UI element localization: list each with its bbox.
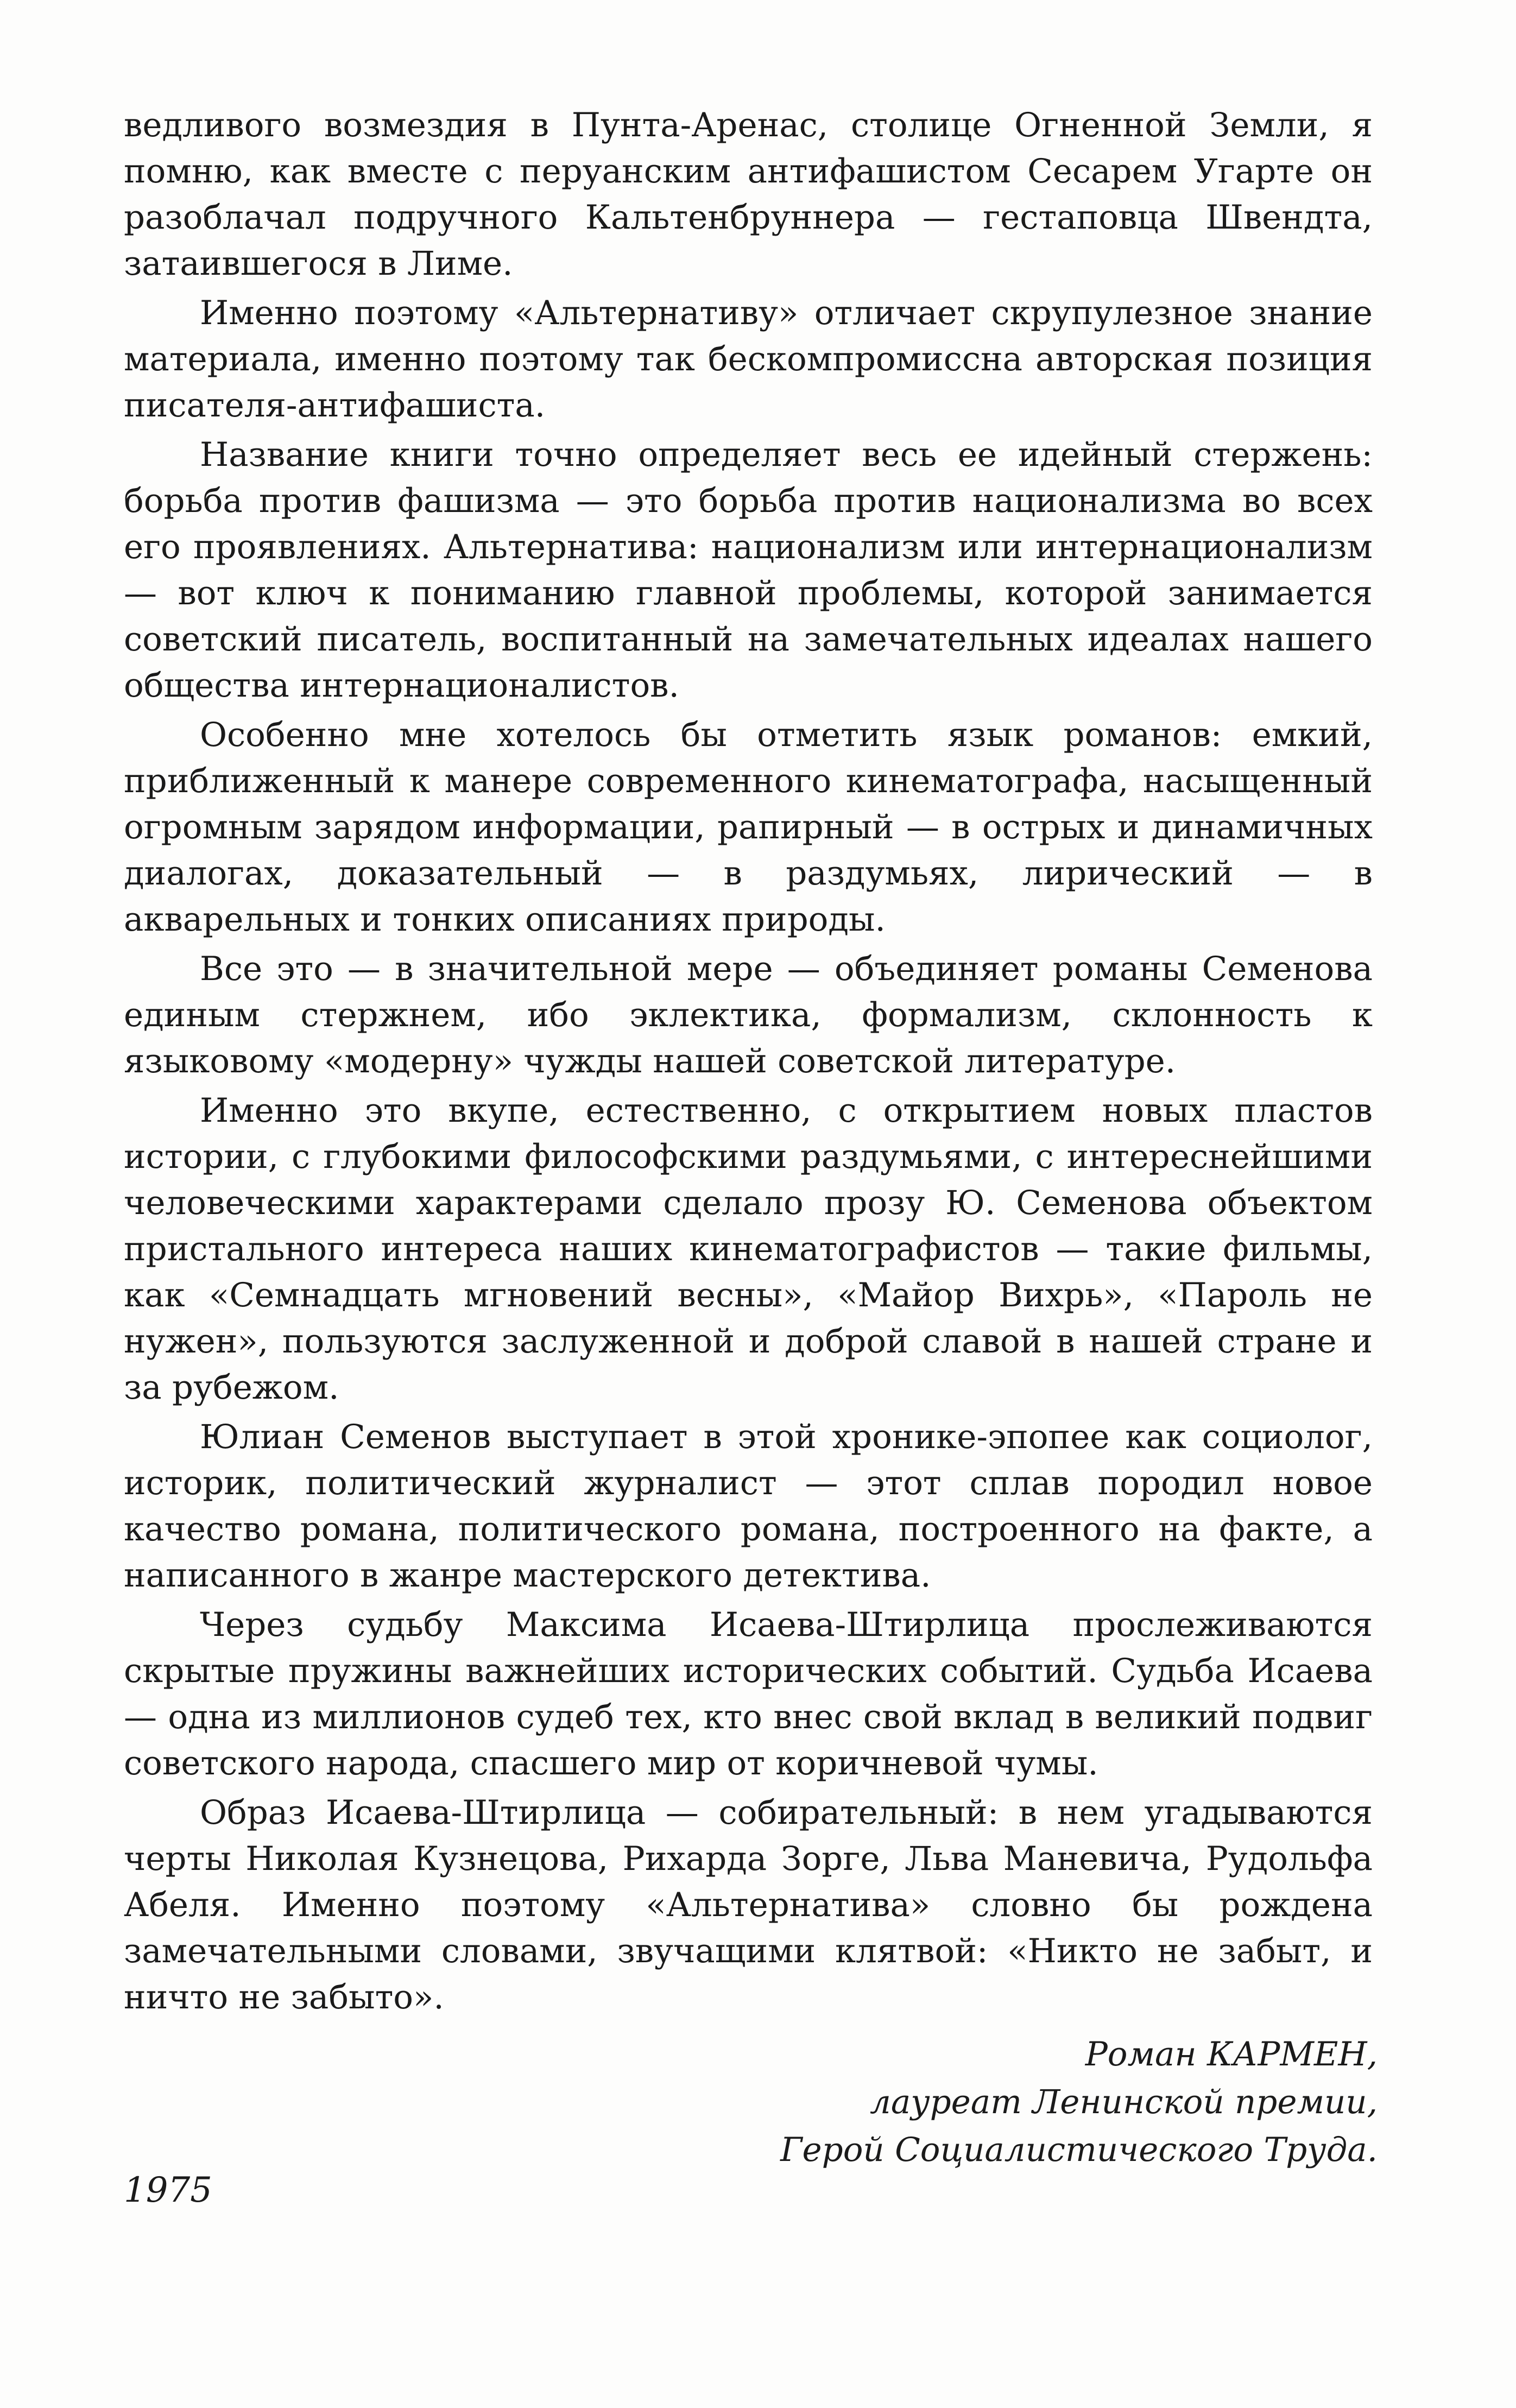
author-title-2: Герой Социалистического Труда.: [780, 2131, 1378, 2169]
main-text: [124, 102, 1373, 2024]
paragraph-9: Образ Исаева-Штирлица — собирательный: в нем угадываются черты Николая Кузнецова, Рихарда Зорге, Льва Маневича, Рудольфа Абеля. Именно поэтому «Альтернатива» словно бы рождена замечательными словами, звучащими клятвой: «Никто не забыт, и ничто не забыто».: [124, 1793, 1373, 2017]
author-signature: [780, 2031, 1378, 2174]
paragraph-6: Именно это вкупе, естественно, с открытием новых пластов истории, с глубокими философскими раздумьями, с интереснейшими человеческими характерами сделало прозу Ю. Семенова объектом пристального интереса наших кинематографистов — такие фильмы, как «Семнадцать мгновений весны», «Майор Вихрь», «Пароль не нужен», пользуются заслуженной и доброй славой в нашей стране и за рубежом.: [124, 1091, 1373, 1407]
paragraph-7: Юлиан Семенов выступает в этой хронике-эпопее как социолог, историк, политический журналист — этот сплав породил новое качество романа, политического романа, построенного на факте, а написанного в жанре мастерского детектива.: [124, 1418, 1373, 1595]
paragraph-1: ведливого возмездия в Пунта-Аренас, столице Огненной Земли, я помню, как вместе с перуанским антифашистом Сесарем Угарте он разоблачал подручного Кальтенбруннера — гестаповца Швендта, затаившегося в Лиме.: [124, 106, 1373, 283]
author-name: Роман КАРМЕН,: [1085, 2035, 1378, 2074]
paragraph-4: Особенно мне хотелось бы отметить язык романов: емкий, приближенный к манере современного кинематографа, насыщенный огромным зарядом информации, рапирный — в острых и динамичных диалогах, доказательный — в раздумьях, лирический — в акварельных и тонких описаниях природы.: [124, 716, 1373, 939]
paragraph-5: Все это — в значительной мере — объединяет романы Семенова единым стержнем, ибо эклектика, формализм, склонность к языковому «модерну» чужды нашей советской литературе.: [124, 950, 1373, 1080]
year: 1975: [124, 2170, 212, 2210]
paragraph-3: Название книги точно определяет весь ее идейный стержень: борьба против фашизма — это борьба против национализма во всех его проявлениях. Альтернатива: национализм или интернационализм — вот ключ к пониманию главной проблемы, которой занимается советский писатель, воспитанный на замечательных идеалах нашего общества интернационалистов.: [124, 435, 1373, 705]
paragraph-2: Именно поэтому «Альтернативу» отличает скрупулезное знание материала, именно поэтому так бескомпромиссна авторская позиция писателя-антифашиста.: [124, 294, 1373, 425]
paragraph-8: Через судьбу Максима Исаева-Штирлица прослеживаются скрытые пружины важнейших исторических событий. Судьба Исаева — одна из миллионов судеб тех, кто внес свой вклад в великий подвиг советского народа, спасшего мир от коричневой чумы.: [124, 1606, 1373, 1783]
author-title-1: лауреат Ленинской премии,: [870, 2083, 1378, 2121]
